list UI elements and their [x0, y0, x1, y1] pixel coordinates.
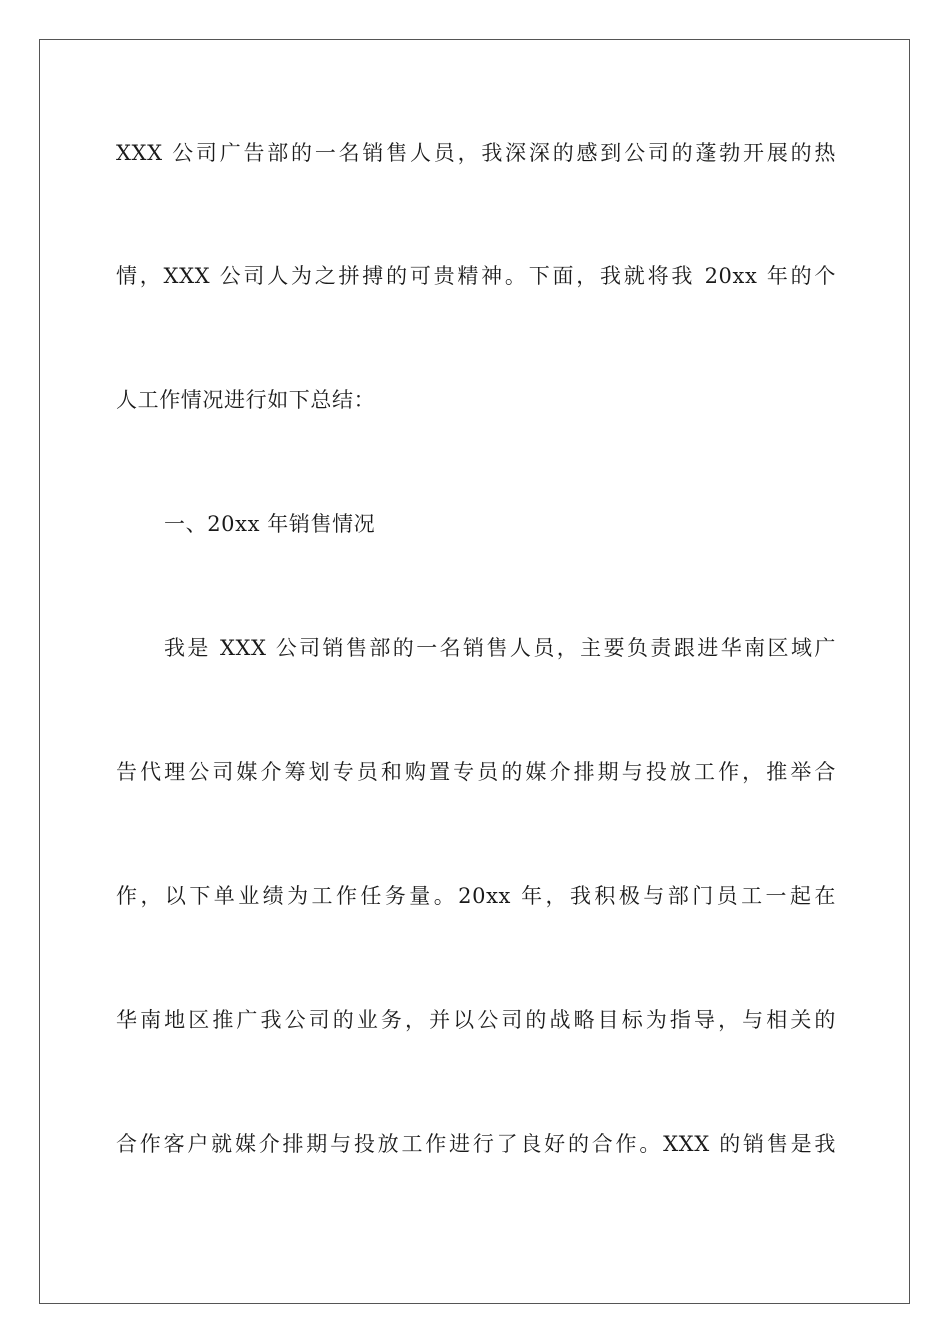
text-line-7: 作，以下单业绩为工作任务量。20xx 年，我积极与部门员工一起在 [116, 884, 836, 908]
text-line-6: 告代理公司媒介筹划专员和购置专员的媒介排期与投放工作，推举合 [116, 760, 836, 784]
text-line-2: 情，XXX 公司人为之拼搏的可贵精神。下面，我就将我 20xx 年的个 [116, 264, 836, 288]
text-line-5: 我是 XXX 公司销售部的一名销售人员，主要负责跟进华南区域广 [164, 636, 836, 660]
text-line-8: 华南地区推广我公司的业务，并以公司的战略目标为指导，与相关的 [116, 1008, 836, 1032]
text-line-1: XXX 公司广告部的一名销售人员，我深深的感到公司的蓬勃开展的热 [116, 141, 836, 165]
text-line-9: 合作客户就媒介排期与投放工作进行了良好的合作。XXX 的销售是我 [116, 1132, 836, 1156]
text-line-3: 人工作情况进行如下总结： [116, 388, 376, 412]
section-heading: 一、20xx 年销售情况 [164, 512, 376, 536]
page-border [39, 39, 910, 1304]
